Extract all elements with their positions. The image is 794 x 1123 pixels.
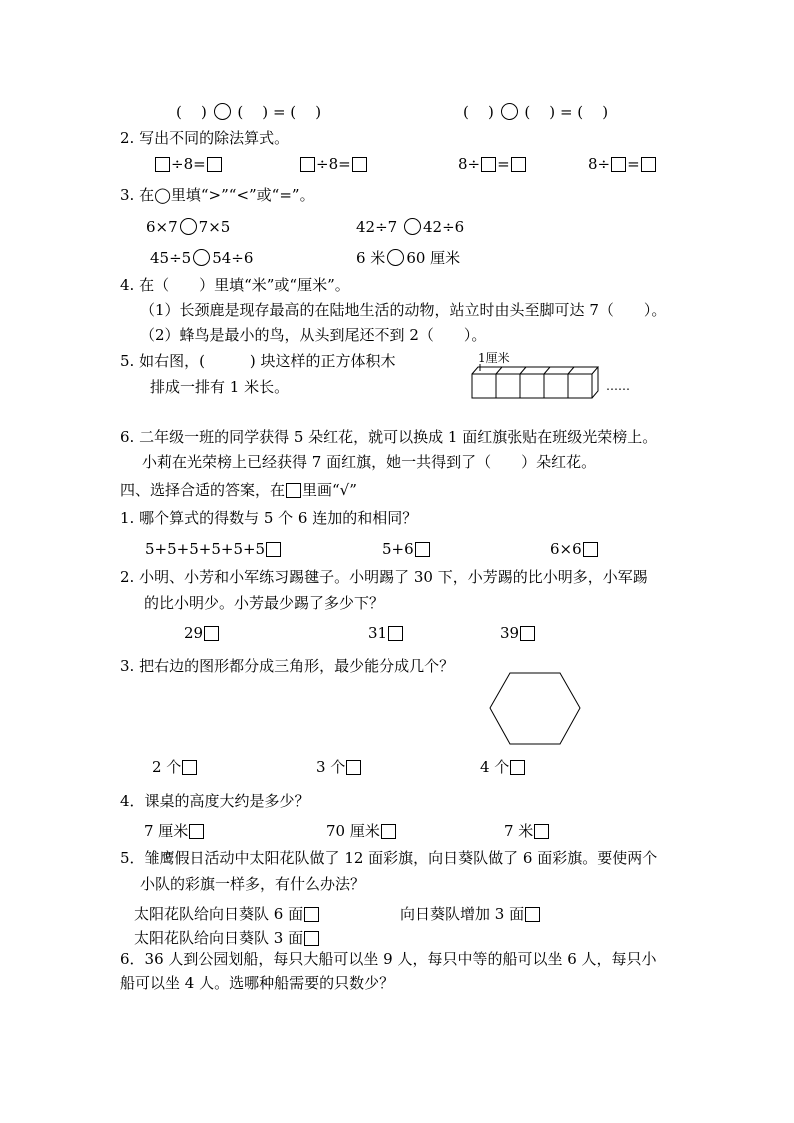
c1-option-1: 5+5+5+5+5+5 [145, 539, 282, 559]
q4-sentence-2: （2）蜂鸟是最小的鸟，从头到尾还不到 2（ ）。 [140, 326, 487, 344]
q3-compare-a: 6×7 7×5 [146, 218, 231, 236]
c1-option-3: 6×6 [550, 539, 599, 559]
c2-line-2: 的比小明少。小芳最少踢了多少下？ [144, 594, 385, 612]
q5-line-2: 排成一排有 1 米长。 [150, 378, 290, 396]
c4-option-1: 7 厘米 [144, 821, 205, 841]
option-checkbox[interactable] [266, 542, 281, 557]
q3-title: 3. 在◯里填“>”“<”或“=”。 [120, 186, 315, 204]
c2-option-3: 39 [500, 623, 536, 643]
option-checkbox[interactable] [381, 824, 396, 839]
q5-line-1: 5. 如右图，( ) 块这样的正方体积木 [120, 352, 396, 370]
compare-circle[interactable] [193, 249, 210, 266]
q6-line-2: 小莉在光荣榜上已经获得 7 面红旗，她一共得到了（ ）朵红花。 [142, 453, 597, 471]
option-checkbox[interactable] [534, 824, 549, 839]
q2-expr-4: 8÷ = [588, 154, 657, 174]
c5-option-2: 向日葵队增加 3 面 [400, 904, 541, 924]
q4-title: 4. 在（ ）里填“米”或“厘米”。 [120, 276, 350, 294]
option-checkbox[interactable] [346, 760, 361, 775]
c2-line-1: 2. 小明、小芳和小军练习踢毽子。小明踢了 30 下，小芳踢的比小明多，小军踢 [120, 568, 648, 586]
compare-circle[interactable] [214, 103, 231, 120]
top-equation-right: ( ) ( ) = ( ) [463, 103, 609, 121]
top-equation-left: ( ) ( ) = ( ) [176, 103, 322, 121]
c6-line-2: 船可以坐 4 人。选哪种船需要的只数少？ [120, 974, 395, 992]
option-checkbox[interactable] [304, 907, 319, 922]
continuation-dots: …… [606, 379, 630, 393]
q3-compare-b: 42÷7 42÷6 [356, 218, 465, 236]
option-checkbox[interactable] [189, 824, 204, 839]
option-checkbox[interactable] [583, 542, 598, 557]
c3-option-3: 4 个 [480, 757, 526, 777]
c6-line-1: 6．36 人到公园划船，每只大船可以坐 9 人，每只中等的船可以坐 6 人，每只小 [120, 950, 657, 968]
c5-option-3: 太阳花队给向日葵队 3 面 [134, 928, 320, 948]
c5-line-2: 小队的彩旗一样多，有什么办法？ [140, 875, 366, 893]
c4-title: 4．课桌的高度大约是多少？ [120, 792, 310, 810]
q3-compare-d: 6 米 60 厘米 [356, 249, 461, 267]
c2-option-2: 31 [368, 623, 404, 643]
answer-box[interactable] [352, 157, 367, 172]
c1-title: 1. 哪个算式的得数与 5 个 6 连加的和相同？ [120, 509, 418, 527]
answer-box[interactable] [511, 157, 526, 172]
compare-circle[interactable] [404, 218, 421, 235]
checkbox-sample [286, 483, 301, 498]
option-checkbox[interactable] [304, 931, 319, 946]
cube-row-figure [470, 362, 605, 402]
cube-unit-label: 1厘米 [478, 351, 510, 365]
c5-option-1: 太阳花队给向日葵队 6 面 [134, 904, 320, 924]
c5-line-1: 5．雏鹰假日活动中太阳花队做了 12 面彩旗，向日葵队做了 6 面彩旗。要使两个 [120, 849, 658, 867]
compare-circle[interactable] [501, 103, 518, 120]
answer-box[interactable] [641, 157, 656, 172]
option-checkbox[interactable] [510, 760, 525, 775]
compare-circle[interactable] [180, 218, 197, 235]
c4-option-3: 7 米 [504, 821, 550, 841]
answer-box[interactable] [300, 157, 315, 172]
c1-option-2: 5+6 [382, 539, 431, 559]
c3-title: 3. 把右边的图形都分成三角形，最少能分成几个？ [120, 657, 455, 675]
q2-title: 2. 写出不同的除法算式。 [120, 129, 290, 147]
c4-option-2: 70 厘米 [326, 821, 397, 841]
q2-expr-3: 8÷ = [458, 154, 527, 174]
option-checkbox[interactable] [525, 907, 540, 922]
q2-expr-2: ÷8= [299, 154, 368, 174]
hexagon-figure [488, 672, 582, 746]
section-4-title: 四、选择合适的答案，在 里画“√” [120, 481, 357, 499]
q4-sentence-1: （1）长颈鹿是现存最高的在陆地生活的动物，站立时由头至脚可达 7（ ）。 [140, 301, 667, 319]
answer-box[interactable] [611, 157, 626, 172]
c3-option-1: 2 个 [152, 757, 198, 777]
answer-box[interactable] [207, 157, 222, 172]
answer-box[interactable] [481, 157, 496, 172]
q6-line-1: 6. 二年级一班的同学获得 5 朵红花，就可以换成 1 面红旗张贴在班级光荣榜上。 [120, 428, 658, 446]
c3-option-2: 3 个 [316, 757, 362, 777]
option-checkbox[interactable] [415, 542, 430, 557]
option-checkbox[interactable] [520, 626, 535, 641]
compare-circle[interactable] [387, 249, 404, 266]
option-checkbox[interactable] [388, 626, 403, 641]
c2-option-1: 29 [184, 623, 220, 643]
q2-expr-1: ÷8= [154, 154, 223, 174]
q3-compare-c: 45÷5 54÷6 [150, 249, 254, 267]
option-checkbox[interactable] [182, 760, 197, 775]
answer-box[interactable] [155, 157, 170, 172]
option-checkbox[interactable] [204, 626, 219, 641]
